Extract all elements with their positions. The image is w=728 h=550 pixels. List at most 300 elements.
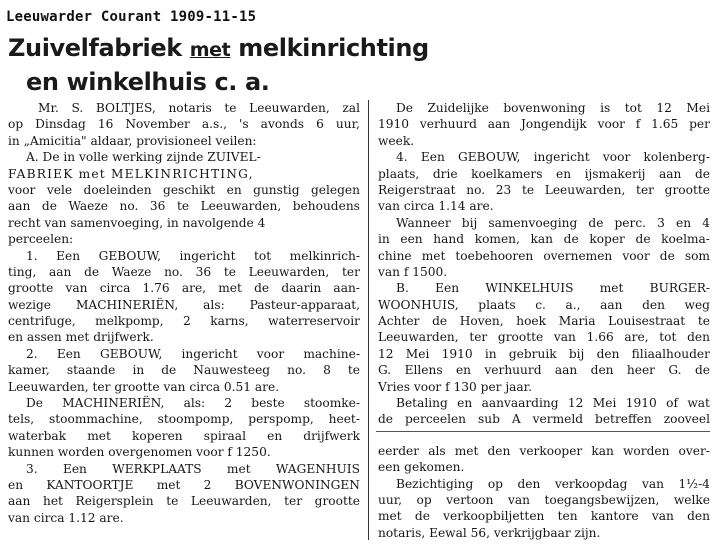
word: Maria — [558, 314, 596, 329]
word: waterreservoir — [268, 314, 360, 329]
word: voor — [8, 182, 36, 197]
word: machine- — [303, 346, 360, 361]
text-line — [8, 280, 360, 296]
word: kantore — [590, 509, 639, 524]
word: Wanneer — [396, 215, 451, 230]
word: GEBOUW, — [99, 346, 163, 361]
word: en — [457, 396, 473, 411]
word: Een — [435, 281, 460, 296]
word: wezige — [8, 297, 51, 312]
word: melkinrich- — [289, 248, 360, 263]
text-line: week. — [378, 133, 415, 148]
word: op — [487, 476, 503, 491]
clipping-seam — [376, 431, 710, 432]
word: KANTOORTJE — [46, 477, 134, 492]
word: en — [8, 477, 24, 492]
word: en — [556, 166, 572, 181]
word: met — [226, 461, 251, 476]
word: koper — [589, 232, 625, 247]
word: 23 — [495, 182, 512, 197]
word: Een — [56, 346, 81, 361]
word: kan — [530, 232, 554, 247]
text-line: Vries voor f 130 per jaar. — [378, 379, 533, 394]
word: met — [156, 477, 181, 492]
text-line: notaris, Eewal 56, verkrijgbaar zijn. — [378, 525, 601, 540]
word: gunstig — [253, 182, 300, 197]
word: koelma- — [661, 232, 710, 247]
word: de — [378, 412, 394, 427]
word: Leeuwarden, — [190, 494, 272, 509]
word: ten — [557, 509, 578, 524]
word: als — [428, 443, 446, 458]
word: c. — [535, 297, 546, 312]
word: of — [666, 396, 678, 411]
word: gelegen — [310, 182, 360, 197]
word: are, — [181, 281, 207, 296]
word: WAGENHUIS — [275, 461, 360, 476]
text-line — [378, 476, 710, 492]
headline-line-2: en winkelhuis c. a. — [26, 68, 270, 96]
word: G. — [378, 363, 392, 378]
word: plaats, — [378, 166, 420, 181]
text-line — [8, 346, 360, 362]
word: aan — [554, 363, 578, 378]
word: no. — [287, 363, 307, 378]
word: aan- — [333, 281, 360, 296]
word: in — [484, 346, 497, 361]
word: Mei — [686, 101, 710, 115]
word: Een — [420, 150, 445, 165]
word: tot — [659, 330, 677, 345]
word: is — [600, 101, 611, 115]
word: 3 — [657, 215, 665, 230]
word: WOONHUIS, — [378, 297, 459, 312]
word: aan — [487, 117, 511, 132]
word: in — [378, 232, 390, 247]
word: plaats — [478, 297, 516, 312]
text-line — [378, 411, 710, 427]
word: verkooper — [519, 443, 583, 458]
word: den — [590, 363, 614, 378]
word: te — [166, 494, 179, 509]
text-line — [378, 215, 710, 231]
word: A — [511, 412, 521, 427]
word: 1. — [26, 248, 38, 263]
word: aan — [49, 264, 72, 279]
text-line — [378, 248, 710, 264]
word: over- — [678, 443, 710, 458]
word: kan — [591, 443, 614, 458]
word: drijfwerk — [303, 428, 360, 443]
word: chine — [378, 248, 412, 263]
word: Leeuwarden, — [248, 264, 330, 279]
word: Leeuwarden, — [249, 101, 330, 115]
word: de — [432, 314, 448, 329]
text-line — [378, 149, 710, 165]
word: S. — [71, 101, 84, 115]
text-line — [378, 346, 710, 362]
word: avonds — [260, 117, 305, 132]
word: no. — [164, 264, 183, 279]
word: 36 — [149, 199, 166, 214]
word: 1.66 — [586, 330, 614, 345]
word: Achter — [378, 314, 420, 329]
word: melkpomp, — [95, 314, 164, 329]
word: karns, — [210, 314, 249, 329]
word: verkoopbiljetten — [443, 509, 545, 524]
word: ter — [636, 182, 654, 197]
word: in — [132, 363, 145, 378]
text-line: Leeuwarden, ter grootte van circa 0.51 are. — [8, 379, 280, 394]
text-line — [378, 166, 710, 182]
word: GEBOUW, — [98, 248, 161, 263]
word: f — [635, 117, 641, 132]
headline-line-1 — [8, 34, 429, 64]
word: de — [254, 281, 270, 296]
word: stoompomp, — [157, 412, 234, 427]
word: te — [224, 101, 237, 115]
word: 12 — [656, 101, 672, 115]
word: ingericht — [179, 248, 236, 263]
word: grootte — [314, 494, 360, 509]
word: circa — [99, 281, 131, 296]
word: Een — [56, 248, 81, 263]
word: 1910 — [441, 346, 473, 361]
text-line — [378, 395, 710, 411]
word: Een — [62, 461, 87, 476]
word: Zuidelijke — [427, 101, 489, 115]
word: Nauwesteeg — [193, 363, 271, 378]
word: ter — [469, 330, 488, 345]
text-line — [378, 116, 710, 132]
text-line — [8, 297, 360, 313]
text-line: perceelen: — [8, 232, 74, 247]
word: WERKPLAATS — [112, 461, 202, 476]
word: en — [455, 363, 472, 378]
word: vertoon — [446, 492, 494, 507]
right-column — [378, 100, 710, 541]
word: som — [684, 248, 710, 263]
word: te — [223, 264, 236, 279]
word: aanvaarding — [481, 396, 559, 411]
word: de — [694, 166, 710, 181]
word: hand — [433, 232, 465, 247]
word: Bezichtiging — [396, 476, 474, 491]
text-line — [378, 231, 710, 247]
word: daarin — [281, 281, 322, 296]
word: kolenberg- — [643, 150, 710, 165]
word: centrifuge, — [8, 314, 76, 329]
text-line — [8, 411, 360, 427]
word: tels, — [8, 412, 35, 427]
word: aan — [8, 199, 31, 214]
word: 36 — [195, 264, 212, 279]
word: op — [416, 492, 432, 507]
word: met — [599, 281, 624, 296]
word: bovenwoning — [503, 101, 586, 115]
word: welke — [673, 492, 710, 507]
left-column — [8, 100, 360, 526]
word: de — [414, 509, 430, 524]
text-line: van f 1500. — [378, 264, 448, 279]
source-caption: Leeuwarder Courant 1909-11-15 — [6, 9, 257, 25]
word: Jongendijk — [520, 117, 587, 132]
word: met — [87, 428, 111, 443]
word: aan — [659, 166, 682, 181]
word: den — [596, 346, 620, 361]
word: van — [553, 330, 576, 345]
word: het — [42, 494, 63, 509]
word: stoommachine, — [49, 412, 143, 427]
word: als: — [203, 297, 225, 312]
word: overnemen — [543, 248, 613, 263]
text-line: en assen met drijfwerk. — [8, 330, 154, 345]
text-line — [8, 477, 360, 493]
word: Pasteur-apparaat, — [249, 297, 360, 312]
word: G. — [668, 363, 682, 378]
word: 2 — [224, 396, 233, 411]
word: grootte — [497, 330, 544, 345]
word: met — [378, 509, 402, 524]
word: met — [421, 248, 446, 263]
word: en — [676, 215, 692, 230]
word: voor — [602, 150, 631, 165]
word: met — [454, 443, 479, 458]
word: hoek — [516, 314, 547, 329]
word: betreffen — [595, 412, 652, 427]
text-line — [378, 329, 710, 345]
word: van — [651, 509, 674, 524]
word: met — [218, 281, 242, 296]
word: te — [176, 199, 190, 214]
word: 16 — [97, 117, 114, 132]
word: Leeuwarden, — [544, 182, 626, 197]
word: gebruik — [508, 346, 557, 361]
word: den — [642, 297, 665, 312]
text-line — [378, 492, 710, 508]
word: de — [635, 232, 651, 247]
word: perc. — [614, 215, 647, 230]
word: no. — [119, 199, 139, 214]
word: per — [689, 117, 710, 132]
word: komen, — [474, 232, 520, 247]
word: de — [84, 264, 100, 279]
text-line — [8, 198, 360, 214]
word: weg — [684, 297, 710, 312]
word: De — [26, 396, 43, 411]
text-line — [8, 395, 360, 411]
word: van — [507, 492, 530, 507]
word: een — [400, 232, 423, 247]
word: koelkamers — [471, 166, 543, 181]
word: zal — [342, 101, 360, 115]
word: perspomp, — [248, 412, 314, 427]
text-line: kunnen worden overgenomen voor f 1250. — [8, 445, 271, 460]
word: 6 — [316, 117, 324, 132]
word: B. — [396, 281, 409, 296]
word: Mr. — [38, 101, 59, 115]
text-line — [378, 313, 710, 329]
column-divider — [368, 100, 369, 540]
word: Hoven, — [459, 314, 504, 329]
text-line — [8, 100, 360, 116]
text-line — [8, 493, 360, 509]
text-line — [8, 461, 360, 477]
word: wat — [687, 396, 710, 411]
word: de — [659, 248, 675, 263]
word: Ellens — [404, 363, 443, 378]
word: notaris — [168, 101, 212, 115]
word: 8 — [323, 363, 331, 378]
headline-word-zuivelfabriek: Zuivelfabriek — [8, 34, 182, 62]
headline-word-met: met — [189, 39, 231, 61]
headline-word-melkinrichting: melkinrichting — [238, 34, 429, 62]
text-line — [8, 182, 360, 198]
word: te — [521, 182, 535, 197]
word: eerder — [378, 443, 420, 458]
text-line: recht van samenvoeging, in navolgende 4 — [8, 215, 266, 230]
text-line: een gekomen. — [378, 460, 465, 475]
word: worden — [622, 443, 670, 458]
word: doeleinden — [83, 182, 152, 197]
word: Mei — [592, 396, 617, 411]
word: den — [487, 443, 511, 458]
word: 1.76 — [142, 281, 170, 296]
word: ijsmakerij — [584, 166, 646, 181]
word: 1910 — [378, 117, 410, 132]
word: Reigersplein — [75, 494, 154, 509]
word: als: — [183, 396, 206, 411]
word: 4. — [396, 150, 408, 165]
word: aan — [8, 494, 31, 509]
word: tot — [254, 248, 272, 263]
word: 1910 — [625, 396, 657, 411]
text-line: van circa 1.14 are. — [378, 199, 494, 214]
word: verhuurd — [419, 117, 477, 132]
text-line — [8, 428, 360, 444]
word: heet- — [328, 412, 360, 427]
word: Leeuwarden, — [200, 199, 282, 214]
text-line — [378, 443, 710, 459]
word: are, — [624, 330, 649, 345]
word: koperen — [132, 428, 183, 443]
word: voor — [597, 117, 625, 132]
word: den — [687, 509, 710, 524]
word: 2. — [26, 346, 38, 361]
word: uur, — [378, 492, 403, 507]
word: vele — [46, 182, 73, 197]
word: 1.65 — [651, 117, 679, 132]
word: grootte — [8, 281, 54, 296]
word: en — [267, 428, 283, 443]
word: De — [396, 101, 413, 115]
text-line — [378, 508, 710, 524]
word: 12 — [567, 396, 584, 411]
word: grootte — [664, 182, 710, 197]
text-line — [378, 280, 710, 296]
word: staande — [66, 363, 116, 378]
word: stoomke- — [303, 396, 360, 411]
word: ting, — [8, 264, 37, 279]
word: waterbak — [8, 428, 67, 443]
word: en — [226, 182, 242, 197]
word: Reigerstraat — [378, 182, 456, 197]
word: den — [687, 330, 710, 345]
word: te — [697, 314, 710, 329]
word: 12 — [378, 346, 394, 361]
text-line — [378, 100, 710, 116]
word: Dinsdag — [35, 117, 86, 132]
word: de — [563, 232, 579, 247]
word: ingericht — [181, 346, 238, 361]
text-line — [8, 362, 360, 378]
text-line — [378, 297, 710, 313]
word: de — [41, 199, 57, 214]
word: kamer, — [8, 363, 50, 378]
word: BOVENWONINGEN — [234, 477, 360, 492]
word: heer — [626, 363, 655, 378]
word: no. — [466, 182, 486, 197]
word: zooveel — [663, 412, 710, 427]
text-line — [378, 362, 710, 378]
word: 2 — [183, 314, 191, 329]
word: Leeuwarden, — [378, 330, 459, 345]
word: toegangsbewijzen, — [544, 492, 660, 507]
word: samenvoeging — [488, 215, 578, 230]
word: MACHINERIËN, — [75, 297, 179, 312]
word: GEBOUW, — [458, 150, 521, 165]
word: geschikt — [163, 182, 216, 197]
text-line: van circa 1.12 are. — [8, 510, 124, 525]
word: Mei — [405, 346, 430, 361]
word: de — [694, 363, 710, 378]
word: a., — [565, 297, 581, 312]
text-line — [8, 248, 360, 264]
text-line — [8, 116, 360, 132]
word: voor — [622, 248, 650, 263]
text-line: FABRIEK met MELKINRICHTING, — [8, 166, 254, 181]
word: Waeze — [68, 199, 109, 214]
text-line — [8, 313, 360, 329]
word: spiraal — [203, 428, 246, 443]
word: ter — [284, 494, 303, 509]
word: toebehooren — [455, 248, 534, 263]
word: Louisestraat — [608, 314, 686, 329]
word: MACHINERIËN, — [62, 396, 165, 411]
word: drie — [432, 166, 458, 181]
word: perceelen — [404, 412, 467, 427]
text-line: A. De in volle werking zijnde ZUIVEL- — [26, 150, 261, 165]
word: verkoopdag — [554, 476, 628, 491]
word: Waeze — [111, 264, 152, 279]
word: a.s., — [201, 117, 228, 132]
word: de — [161, 363, 177, 378]
word: beste — [251, 396, 285, 411]
word: filiaalhouder — [631, 346, 710, 361]
word: BURGER- — [649, 281, 710, 296]
word: bij — [461, 215, 478, 230]
word: ter — [341, 264, 360, 279]
word: den — [517, 476, 541, 491]
text-line — [8, 264, 360, 280]
word: 3. — [26, 461, 38, 476]
word: op — [8, 117, 24, 132]
word: behoudens — [292, 199, 360, 214]
word: van — [65, 281, 88, 296]
word: vermeld — [532, 412, 584, 427]
word: Betaling — [396, 396, 448, 411]
text-line — [378, 182, 710, 198]
